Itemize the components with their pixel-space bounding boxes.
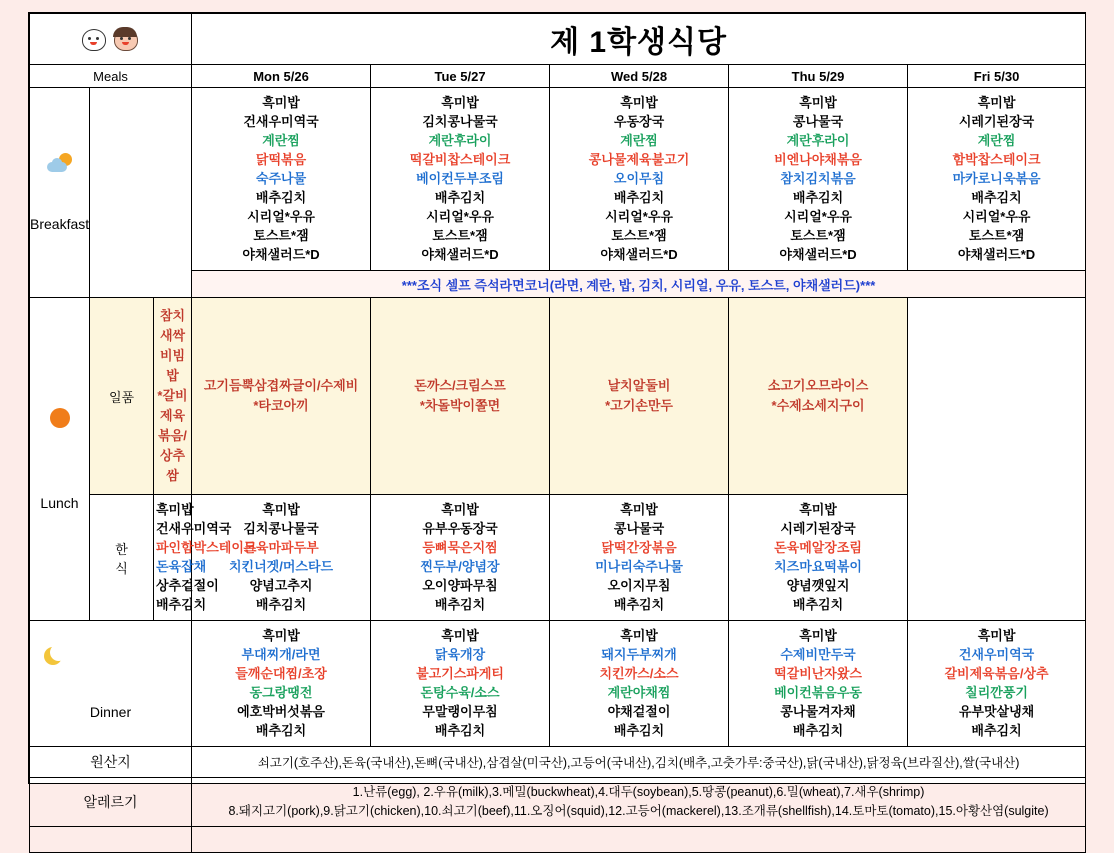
menu-item: 마카로니욱볶음 <box>952 171 1041 186</box>
allergy-row <box>30 778 1086 827</box>
menu-item: 김치콩나물국 <box>422 114 498 129</box>
menu-item: 흑미밥 <box>977 95 1016 110</box>
menu-item: 치킨너겟/머스타드 <box>228 559 334 574</box>
character-icon-2 <box>114 26 140 52</box>
menu-item: 계란후라이 <box>786 133 850 148</box>
moon-icon <box>44 647 64 667</box>
menu-item: 수제비만두국 <box>780 647 856 662</box>
menu-item: 계란찜 <box>620 133 658 148</box>
lunch-ilpum-thu <box>550 298 729 495</box>
menu-item: 김치콩나물국 <box>243 521 319 536</box>
lunch-ilpum-tue <box>192 298 371 495</box>
breakfast-menu-tue <box>371 88 550 271</box>
menu-item: 건새우미역국 <box>958 647 1035 662</box>
day-header-fri: Fri 5/30 <box>908 65 1086 88</box>
menu-item: 야채샐러드*D <box>779 247 857 262</box>
sun-icon <box>50 408 70 428</box>
menu-item: 콩나물제육불고기 <box>588 152 690 167</box>
lunch-hansik-row <box>30 495 1086 621</box>
menu-table <box>29 13 1086 853</box>
menu-item: 야채샐러드*D <box>242 247 320 262</box>
menu-item: 갈비제육볶음/상추 <box>944 666 1049 681</box>
breakfast-icon-cell <box>30 88 90 298</box>
menu-item: 숙주나물 <box>255 171 307 186</box>
menu-item: 배추김치 <box>255 597 307 612</box>
menu-item: 배추김치 <box>613 723 665 738</box>
menu-item: *갈비제육볶음/상추쌈 <box>157 388 188 483</box>
breakfast-menu-wed <box>550 88 729 271</box>
allergy-text <box>192 778 1086 827</box>
lunch-ilpum-row <box>30 298 1086 495</box>
menu-item: 동그랑땡전 <box>249 685 313 700</box>
day-header-mon: Mon 5/26 <box>192 65 371 88</box>
menu-item: 날치알둘비 <box>607 378 671 393</box>
day-header-row <box>30 65 1086 88</box>
lunch-ilpum-wed <box>371 298 550 495</box>
menu-item: *고기손만두 <box>605 398 673 413</box>
menu-item: 야채샐러드*D <box>957 247 1036 262</box>
menu-item: 부대찌개/라면 <box>241 647 321 662</box>
menu-item: 시레기된장국 <box>780 521 856 536</box>
dinner-label: Dinner <box>89 704 132 720</box>
menu-item: 비엔나야채볶음 <box>774 152 862 167</box>
menu-item: 우동장국 <box>613 114 665 129</box>
allergy-label: 알레르기 <box>30 778 192 827</box>
meals-header: Meals <box>30 65 192 88</box>
menu-item: 흑미밥 <box>262 95 300 110</box>
menu-item: 등뼈묵은지찜 <box>422 540 498 555</box>
menu-item: 닭떡볶음 <box>255 152 307 167</box>
menu-item: 참치김치볶음 <box>780 171 856 186</box>
menu-item: 파인함박스테이크 <box>156 540 257 555</box>
menu-item: 배추김치 <box>792 723 844 738</box>
menu-item: 오이지무침 <box>607 578 671 593</box>
menu-item: 배추김치 <box>792 190 844 205</box>
footer-blank-left <box>30 827 192 853</box>
menu-item: 베이컨볶음우동 <box>774 685 862 700</box>
menu-item: 시리얼*우유 <box>247 209 315 224</box>
menu-document <box>28 12 1086 818</box>
lunch-label: Lunch <box>40 494 79 511</box>
origin-row <box>30 747 1086 778</box>
lunch-ilpum-fri <box>729 298 908 495</box>
page-title: 제 1학생식당 <box>192 14 1086 65</box>
breakfast-menu-mon <box>192 88 371 271</box>
menu-item: 콩나물국 <box>792 114 844 129</box>
character-icon-1 <box>82 26 108 52</box>
menu-item: 계란후라이 <box>428 133 492 148</box>
dinner-menu-wed <box>550 621 729 747</box>
menu-item: 돈육잡채 <box>156 559 207 574</box>
lunch-ilpum-label: 일품 <box>90 298 154 495</box>
lunch-menu-thu <box>550 495 729 621</box>
menu-item: 양념고추지 <box>249 578 313 593</box>
menu-item: 콩나물국 <box>613 521 665 536</box>
menu-item: 흑미밥 <box>977 628 1016 643</box>
menu-item: 고기듬뿍삼겹짜글이/수제비 <box>203 378 359 393</box>
menu-item: 유부우동장국 <box>422 521 498 536</box>
menu-item: 들깨순대찜/초장 <box>235 666 327 681</box>
menu-item: 돈육메알장조림 <box>774 540 862 555</box>
menu-item: 배추김치 <box>792 597 844 612</box>
title-row <box>30 14 1086 65</box>
menu-item: 흑미밥 <box>620 628 658 643</box>
menu-item: 야채샐러드*D <box>600 247 678 262</box>
menu-item: 에호박버섯볶음 <box>237 704 325 719</box>
lunch-hansik-label: 한 식 <box>90 495 154 621</box>
day-header-tue: Tue 5/27 <box>371 65 550 88</box>
menu-item: 떡갈비난자왔스 <box>774 666 862 681</box>
menu-item: 토스트*잼 <box>432 228 488 243</box>
menu-item: 배추김치 <box>613 597 665 612</box>
menu-item: 건새우미역국 <box>243 114 319 129</box>
allergy-line-1: 1.난류(egg), 2.우유(milk),3.메밀(buckwheat),4.대두(soybean),5.땅콩(peanut),6.밀(wheat),7.새우(shrimp) <box>352 785 925 799</box>
lunch-icon-cell <box>30 298 90 621</box>
menu-item: 배추김치 <box>971 723 1022 738</box>
dinner-menu-thu <box>729 621 908 747</box>
menu-item: 계란찜 <box>262 133 300 148</box>
menu-item: 돈탕수육/소스 <box>420 685 500 700</box>
menu-item: 치즈마요떡볶이 <box>774 559 862 574</box>
dinner-menu-tue <box>371 621 550 747</box>
menu-item: 토스트*잼 <box>968 228 1025 243</box>
menu-item: 닭떡간장볶음 <box>601 540 677 555</box>
menu-item: 계란찜 <box>977 133 1016 148</box>
allergy-line-2: 8.돼지고기(pork),9.닭고기(chicken),10.쇠고기(beef),11.오징어(squid),12.고등어(mackerel),13.조개류(shellfish),14.토마토(tomato),15.아황산염(sulgite) <box>228 804 1049 818</box>
logo-cell <box>30 14 192 65</box>
dinner-icon-cell <box>30 621 192 747</box>
menu-item: 배추김치 <box>156 597 207 612</box>
menu-item: 흑미밥 <box>620 95 658 110</box>
menu-item: 베이컨두부조림 <box>416 171 504 186</box>
menu-item: 떡갈비찹스테이크 <box>409 152 511 167</box>
origin-text: 쇠고기(호주산),돈육(국내산),돈뼈(국내산),삼겹살(미국산),고등어(국내산),김치(배추,고춧가루:중국산),닭(국내산),닭정육(브라질산),쌀(국내산) <box>192 747 1086 778</box>
menu-item: 흑미밥 <box>441 95 479 110</box>
menu-item: 흑미밥 <box>156 502 194 517</box>
menu-item: 닭육개장 <box>434 647 486 662</box>
menu-item: 토스트*잼 <box>611 228 667 243</box>
menu-item: 무말랭이무침 <box>422 704 498 719</box>
dinner-row <box>30 621 1086 747</box>
menu-item: 흑미밥 <box>799 95 837 110</box>
breakfast-row <box>30 88 1086 271</box>
menu-item: 시리얼*우유 <box>784 209 852 224</box>
menu-item: 계란야채찜 <box>607 685 671 700</box>
menu-item: 흑미밥 <box>262 628 300 643</box>
lunch-menu-mon <box>154 495 257 621</box>
dinner-menu-mon <box>192 621 371 747</box>
breakfast-label: Breakfast <box>30 216 90 232</box>
menu-item: 건새우미역국 <box>156 521 232 536</box>
menu-item: 흑미밥 <box>620 502 658 517</box>
menu-item: 미나리숙주나물 <box>595 559 683 574</box>
lunch-menu-fri <box>729 495 908 621</box>
breakfast-spacer <box>90 88 192 298</box>
menu-item: 흑미밥 <box>262 502 300 517</box>
menu-item: 콩나물겨자채 <box>780 704 856 719</box>
self-ramen-corner: ***조식 셀프 즉석라면코너(라면, 계란, 밥, 김치, 시리얼, 우유, 토스트, 야채샐러드)*** <box>192 271 1086 298</box>
menu-item: 배추김치 <box>434 190 486 205</box>
menu-item: 칠리깐풍기 <box>965 685 1028 700</box>
menu-item: 소고기오므라이스 <box>767 378 869 393</box>
menu-item: 흑미밥 <box>441 628 479 643</box>
menu-item: 야채겉절이 <box>607 704 671 719</box>
menu-item: 돈육마파두부 <box>243 540 319 555</box>
menu-item: 배추김치 <box>613 190 665 205</box>
lunch-menu-tue <box>192 495 371 621</box>
day-header-thu: Thu 5/29 <box>729 65 908 88</box>
menu-item: 오이양파무침 <box>422 578 498 593</box>
menu-item: 시레기된장국 <box>958 114 1035 129</box>
menu-item: 돼지두부찌개 <box>601 647 677 662</box>
menu-item: 시리얼*우유 <box>605 209 673 224</box>
menu-item: 흑미밥 <box>799 628 837 643</box>
menu-item: 배추김치 <box>255 723 307 738</box>
menu-item: 배추김치 <box>434 723 486 738</box>
menu-item: 참치새싹비빔밥 <box>159 308 186 383</box>
menu-item: 토스트*잼 <box>790 228 846 243</box>
menu-item: 배추김치 <box>255 190 307 205</box>
origin-label: 원산지 <box>30 747 192 778</box>
menu-item: 불고기스파게티 <box>416 666 504 681</box>
menu-item: 찐두부/양념장 <box>420 559 500 574</box>
menu-item: 배추김치 <box>971 190 1022 205</box>
breakfast-menu-fri <box>908 88 1086 271</box>
lunch-menu-wed <box>371 495 550 621</box>
menu-item: 상추겉절이 <box>156 578 219 593</box>
menu-item: *수제소세지구이 <box>771 398 865 413</box>
menu-item: 배추김치 <box>434 597 486 612</box>
cloud-sun-icon <box>47 153 73 173</box>
menu-item: *차돌박이쫄면 <box>419 398 501 413</box>
menu-item: 시리얼*우유 <box>962 209 1031 224</box>
menu-item: 양념깻잎지 <box>786 578 850 593</box>
menu-item: 흑미밥 <box>799 502 837 517</box>
dinner-menu-fri <box>908 621 1086 747</box>
menu-item: 돈까스/크림스프 <box>414 378 506 393</box>
footer-blank-right <box>192 827 1086 853</box>
menu-item: 야채샐러드*D <box>421 247 499 262</box>
breakfast-menu-thu <box>729 88 908 271</box>
menu-item: 흑미밥 <box>441 502 479 517</box>
menu-item: *타코아끼 <box>253 398 309 413</box>
menu-item: 치킨까스/소스 <box>599 666 679 681</box>
menu-item: 오이무침 <box>613 171 665 186</box>
menu-item: 토스트*잼 <box>253 228 309 243</box>
menu-item: 유부맛살냉채 <box>958 704 1035 719</box>
footer-blank-row <box>30 827 1086 853</box>
menu-item: 시리얼*우유 <box>426 209 494 224</box>
menu-item: 함박찹스테이크 <box>952 152 1041 167</box>
day-header-wed: Wed 5/28 <box>550 65 729 88</box>
lunch-ilpum-mon <box>154 298 192 495</box>
